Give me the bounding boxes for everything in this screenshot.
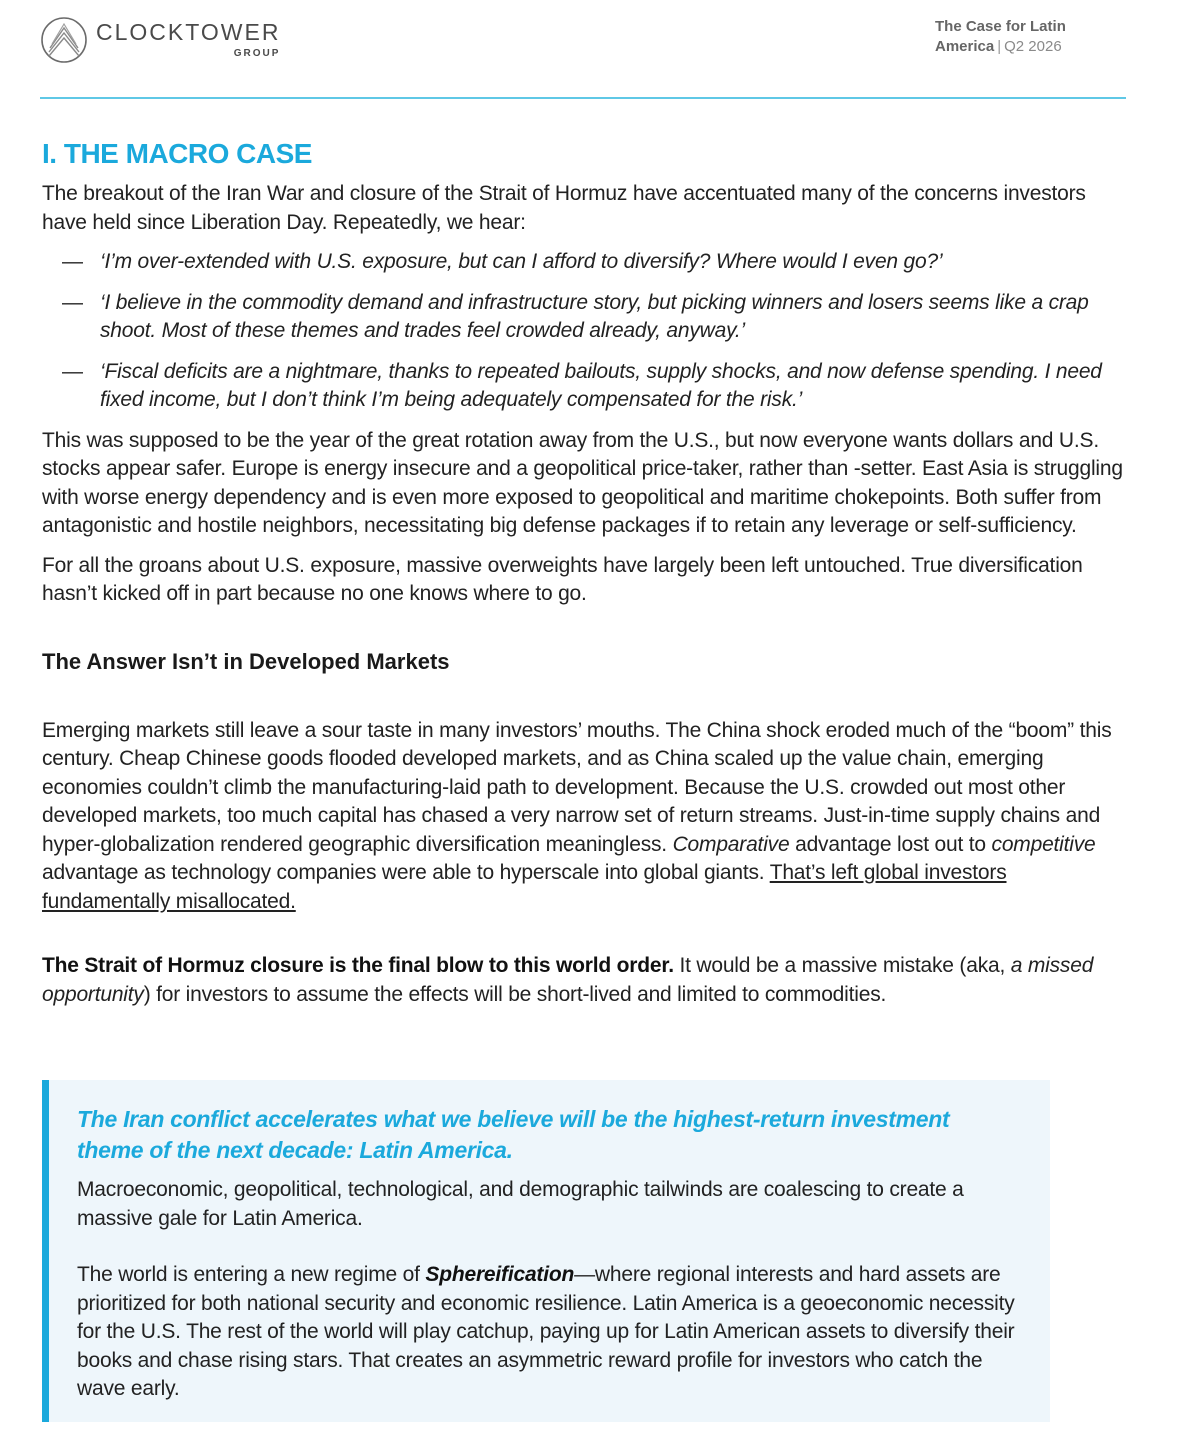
strait-text-b: ) for investors to assume the effects will be short-lived and limited to commodities. (143, 982, 887, 1006)
title-separator: | (997, 38, 1002, 55)
investor-quotes-list (42, 248, 1132, 415)
document-reference (935, 17, 1125, 57)
emerging-markets-paragraph (42, 717, 1132, 917)
rotation-paragraph: This was supposed to be the year of the great rotation away from the U.S., but now everyone wants dollars and U.S. stocks appear safer. Europe is energy insecure and a geopolitical price-taker, rather than -setter. East Asia is struggling with worse energy dependency and is even more exposed to geopolitical and maritime chokepoints. Both suffer from antagonistic and hostile neighbors, necessitating big defense packages if to retain any leverage or self-sufficiency. (42, 428, 1123, 537)
strait-text-a: It would be a massive mistake (aka, (679, 954, 1006, 977)
quote-item (42, 248, 1132, 277)
quote-dash: — (62, 359, 83, 383)
strait-bold-lead: The Strait of Hormuz closure is the final blow to this world order. (42, 954, 674, 977)
em-italic-competitive: competitive (991, 832, 1096, 856)
callout-paragraph-2 (77, 1261, 1020, 1404)
intro-paragraph: The breakout of the Iran War and closure of the Strait of Hormuz have accentuated many of the concerns investors have held since Liberation Day. Repeatedly, we hear: (42, 182, 1086, 234)
callout-sphereification: Sphereification (425, 1263, 575, 1286)
em-underlined-conclusion: That’s left global investors fundamentally misallocated. (42, 861, 1007, 913)
strait-italic: a missed opportunity (42, 954, 1094, 1006)
doc-title-line2: America (935, 38, 995, 55)
company-logo (40, 14, 280, 66)
quote-item (42, 289, 1132, 346)
doc-title-line1: The Case for Latin (935, 18, 1066, 35)
quote-dash: — (62, 250, 83, 273)
callout-text-b: —where regional interests and hard assets are prioritized for both national security and economic resilience. Latin America is a geoeconomic necessity for the U.S. The rest of the world will play catchup, paying up for Latin American assets to diversify their books and chase rising stars. That creates an asymmetric reward profile for investors who catch the wave early. (77, 1263, 1015, 1400)
exposure-paragraph: For all the groans about U.S. exposure, massive overweights have largely been left untouched. True diversification hasn’t kicked off in part because no one knows where to go. (42, 553, 1083, 605)
logo-subtitle: GROUP (233, 48, 281, 59)
developed-markets-heading: The Answer Isn’t in Developed Markets (42, 648, 450, 674)
quote-text: ‘I believe in the commodity demand and infrastructure story, but picking winners and losers seems like a crap shoot. Most of these themes and trades feel crowded already, anyway.’ (100, 290, 1089, 342)
quote-text: ‘I’m over-extended with U.S. exposure, but can I afford to diversify? Where would I even go?’ (100, 250, 943, 273)
doc-quarter: Q2 2026 (1004, 38, 1062, 55)
em-text-b: advantage lost out to (795, 832, 986, 856)
header-divider (40, 97, 1126, 99)
logo-name: CLOCKTOWER (96, 19, 281, 45)
callout-headline: The Iran conflict accelerates what we believe will be the highest-return investment theme of the next decade: Latin America. (77, 1106, 950, 1163)
quote-item (42, 358, 1132, 415)
em-text-c: advantage as technology companies were able to hyperscale into global giants. (42, 861, 765, 884)
callout-paragraph-1: Macroeconomic, geopolitical, technological, and demographic tailwinds are coalescing to create a massive gale for Latin America. (77, 1178, 964, 1230)
callout-text-a: The world is entering a new regime of (77, 1263, 420, 1286)
latin-america-callout (42, 1080, 1050, 1422)
clocktower-logo-icon (40, 16, 88, 64)
quote-dash: — (62, 290, 83, 314)
main-content (42, 136, 1132, 1020)
section-title: I. THE MACRO CASE (42, 138, 312, 169)
em-italic-comparative: Comparative (672, 832, 790, 856)
strait-paragraph (42, 952, 1132, 1009)
quote-text: ‘Fiscal deficits are a nightmare, thanks to repeated bailouts, supply shocks, and now defense spending. I need fixed income, but I don’t think I’m being adequately compensated for the risk.’ (100, 359, 1102, 411)
em-text-a: Emerging markets still leave a sour taste in many investors’ mouths. The China shock eroded much of the “boom” this century. Cheap Chinese goods flooded developed markets, and as China scaled up the value chain, emerging economies couldn’t climb the manufacturing-laid path to development. Because the U.S. crowded out most other developed markets, too much capital has chased a very narrow set of return streams. Just-in-time supply chains and hyper-globalization rendered geographic diversification meaningless. (42, 718, 1112, 856)
